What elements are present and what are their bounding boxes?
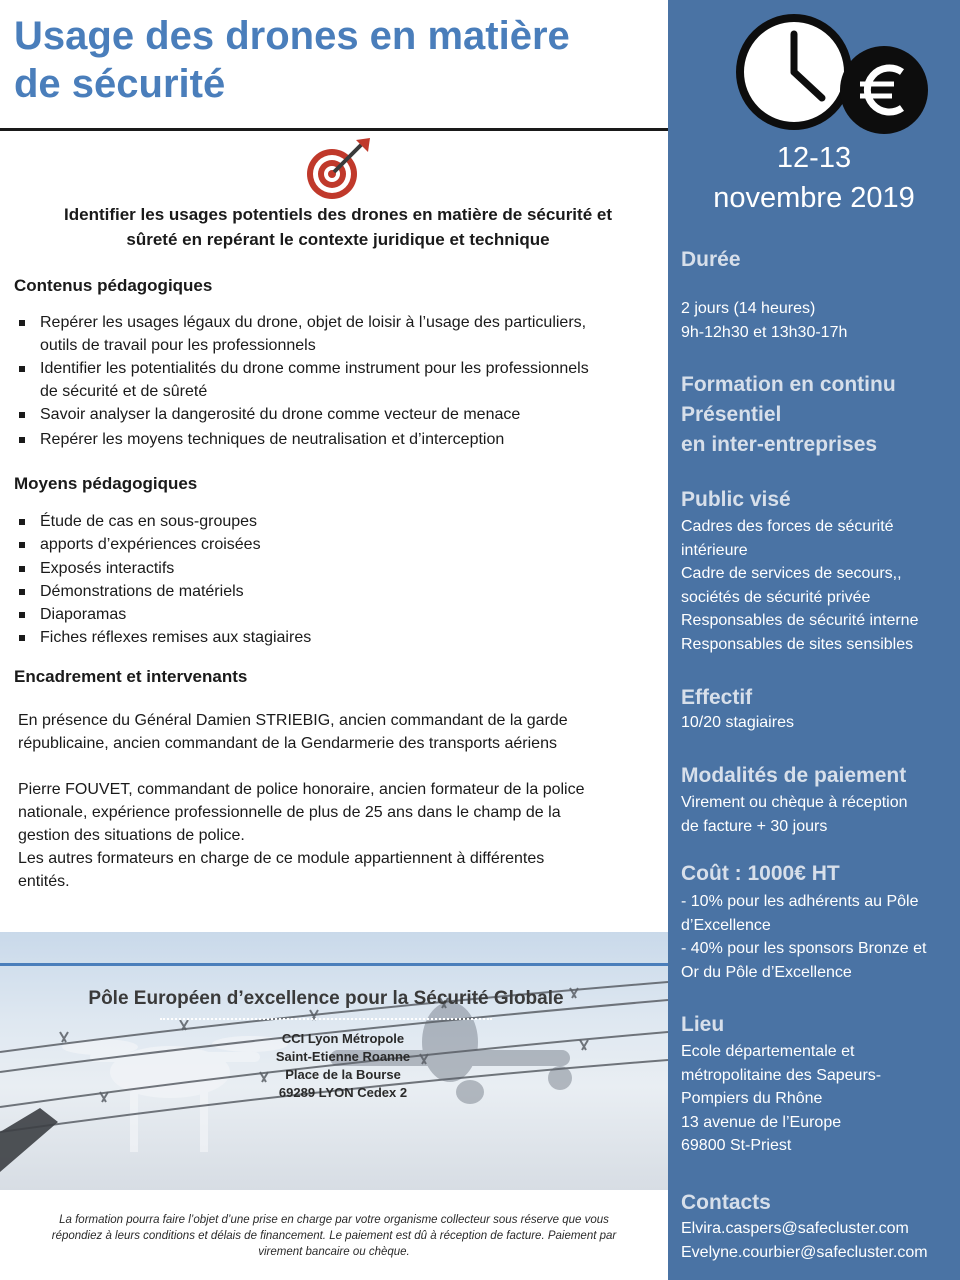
info-line: 13 avenue de l’Europe bbox=[681, 1113, 842, 1131]
contacts-text bbox=[681, 1217, 960, 1264]
list-item-text: Repérer les moyens techniques de neutralisation et d’interception bbox=[40, 431, 505, 448]
public-text bbox=[681, 515, 959, 656]
footnote-line: virement bancaire ou chèque. bbox=[258, 1246, 410, 1258]
address-line: 69289 LYON Cedex 2 bbox=[278, 1085, 408, 1100]
paragraph-line: Pierre FOUVET, commandant de police honoraire, ancien formateur de la police bbox=[18, 781, 585, 798]
organisation-name: Pôle Européen d’excellence pour la Sécurité Globale bbox=[88, 988, 564, 1009]
formation-heading bbox=[681, 370, 896, 460]
info-line: - 10% pour les adhérents au Pôle bbox=[681, 893, 919, 910]
title-line: Usage des drones en matière bbox=[14, 14, 570, 58]
paragraph-line: Les autres formateurs en charge de ce module appartiennent à différentes bbox=[18, 850, 545, 867]
info-line: sociétés de sécurité privée bbox=[681, 588, 871, 606]
list-item bbox=[14, 357, 674, 403]
paiement-text bbox=[681, 791, 959, 838]
page-title bbox=[14, 12, 654, 108]
date-line: 12-13 bbox=[776, 142, 852, 174]
intervenant-paragraph bbox=[18, 778, 668, 893]
address-line: Place de la Bourse bbox=[285, 1067, 401, 1082]
list-item: Diaporamas bbox=[14, 603, 514, 626]
paiement-heading: Modalités de paiement bbox=[681, 764, 907, 787]
clock-icon bbox=[740, 18, 848, 126]
paragraph-line: gestion des situations de police. bbox=[18, 827, 245, 844]
list-item-text: Identifier les potentialités du drone comme instrument pour les professionnels bbox=[40, 360, 589, 377]
duree-heading: Durée bbox=[681, 248, 741, 271]
date-line: novembre 2019 bbox=[713, 182, 915, 214]
info-line: 9h-12h30 et 13h30-17h bbox=[681, 323, 848, 341]
list-item-text: de sécurité et de sûreté bbox=[40, 383, 208, 400]
info-line: Cadres des forces de sécurité bbox=[681, 518, 894, 535]
intervenant-paragraph bbox=[18, 709, 668, 755]
dotted-divider bbox=[160, 1018, 492, 1020]
list-item: Étude de cas en sous-groupes bbox=[14, 510, 514, 533]
info-line: Ecole départementale et bbox=[681, 1043, 855, 1060]
info-line: de facture + 30 jours bbox=[681, 817, 828, 835]
info-line: Responsables de sécurité interne bbox=[681, 612, 919, 629]
list-item-text: Savoir analyser la dangerosité du drone comme vecteur de menace bbox=[40, 406, 521, 423]
paragraph-line: entités. bbox=[18, 873, 70, 890]
public-heading: Public visé bbox=[681, 488, 791, 511]
info-line: Pompiers du Rhône bbox=[681, 1090, 823, 1107]
objective-text bbox=[20, 202, 656, 252]
footnote-line: répondiez à leurs conditions et délais de financement. Le paiement est dû à réception de facture. Paiement par bbox=[51, 1230, 617, 1242]
info-line: en inter-entreprises bbox=[681, 433, 878, 456]
list-item bbox=[14, 403, 674, 426]
paragraph-line: républicaine, ancien commandant de la Gendarmerie des transports aériens bbox=[18, 735, 557, 752]
organisation-address bbox=[200, 1030, 486, 1102]
euro-icon bbox=[840, 46, 928, 134]
paragraph-line: En présence du Général Damien STRIEBIG, ancien commandant de la garde bbox=[18, 712, 568, 729]
info-line: Présentiel bbox=[681, 403, 782, 426]
time-cost-icons bbox=[736, 10, 936, 136]
info-line: 2 jours (14 heures) bbox=[681, 300, 816, 317]
list-item-text: outils de travail pour les professionnels bbox=[40, 337, 316, 354]
contacts-heading: Contacts bbox=[681, 1191, 771, 1214]
address-line: Saint-Etienne Roanne bbox=[275, 1049, 411, 1064]
list-item: Exposés interactifs bbox=[14, 557, 514, 580]
target-icon bbox=[304, 136, 374, 200]
info-line: Cadre de services de secours,, bbox=[681, 565, 902, 582]
banner-divider bbox=[0, 963, 668, 966]
objective-line: Identifier les usages potentiels des drones en matière de sécurité et bbox=[64, 205, 612, 224]
list-item: Fiches réflexes remises aux stagiaires bbox=[14, 626, 514, 649]
info-line: métropolitaine des Sapeurs- bbox=[681, 1066, 882, 1084]
list-item: Démonstrations de matériels bbox=[14, 580, 514, 603]
title-line: de sécurité bbox=[14, 62, 226, 106]
info-line: - 40% pour les sponsors Bronze et bbox=[681, 940, 927, 957]
info-line: d’Excellence bbox=[681, 916, 771, 934]
list-item: apports d’expériences croisées bbox=[14, 533, 514, 556]
info-line: 10/20 stagiaires bbox=[681, 714, 794, 731]
lieu-text bbox=[681, 1040, 959, 1158]
effectif-text bbox=[681, 711, 959, 735]
info-line: 69800 St-Priest bbox=[681, 1137, 792, 1154]
effectif-heading: Effectif bbox=[681, 686, 753, 709]
cout-text bbox=[681, 890, 959, 984]
lieu-heading: Lieu bbox=[681, 1013, 725, 1036]
info-line: Virement ou chèque à réception bbox=[681, 794, 908, 811]
footnote bbox=[10, 1212, 658, 1260]
address-line: CCI Lyon Métropole bbox=[281, 1031, 405, 1046]
contenus-list bbox=[14, 311, 674, 451]
contact-email[interactable]: Evelyne.courbier@safecluster.com bbox=[681, 1243, 928, 1261]
section-heading-moyens: Moyens pédagogiques bbox=[14, 474, 198, 493]
list-item bbox=[14, 311, 674, 357]
list-item bbox=[14, 428, 674, 451]
info-sidebar bbox=[668, 0, 960, 1280]
objective-line: sûreté en repérant le contexte juridique et technique bbox=[126, 230, 550, 249]
info-line: Responsables de sites sensibles bbox=[681, 635, 914, 653]
duree-text bbox=[681, 297, 959, 344]
info-line: Or du Pôle d’Excellence bbox=[681, 963, 852, 981]
title-divider bbox=[0, 128, 668, 131]
contact-email[interactable]: Elvira.caspers@safecluster.com bbox=[681, 1220, 909, 1237]
session-dates bbox=[668, 138, 960, 218]
footnote-line: La formation pourra faire l’objet d’une prise en charge par votre organisme collecteur sous réserve que vous bbox=[59, 1214, 609, 1226]
list-item-text: Repérer les usages légaux du drone, objet de loisir à l’usage des particuliers, bbox=[40, 314, 587, 331]
section-heading-contenus: Contenus pédagogiques bbox=[14, 276, 213, 295]
cout-heading: Coût : 1000€ HT bbox=[681, 862, 840, 885]
info-line: Formation en continu bbox=[681, 373, 896, 396]
moyens-list bbox=[14, 510, 514, 650]
paragraph-line: nationale, expérience professionnelle de plus de 25 ans dans le champ de la bbox=[18, 804, 561, 821]
section-heading-encadrement: Encadrement et intervenants bbox=[14, 667, 248, 686]
info-line: intérieure bbox=[681, 541, 748, 559]
